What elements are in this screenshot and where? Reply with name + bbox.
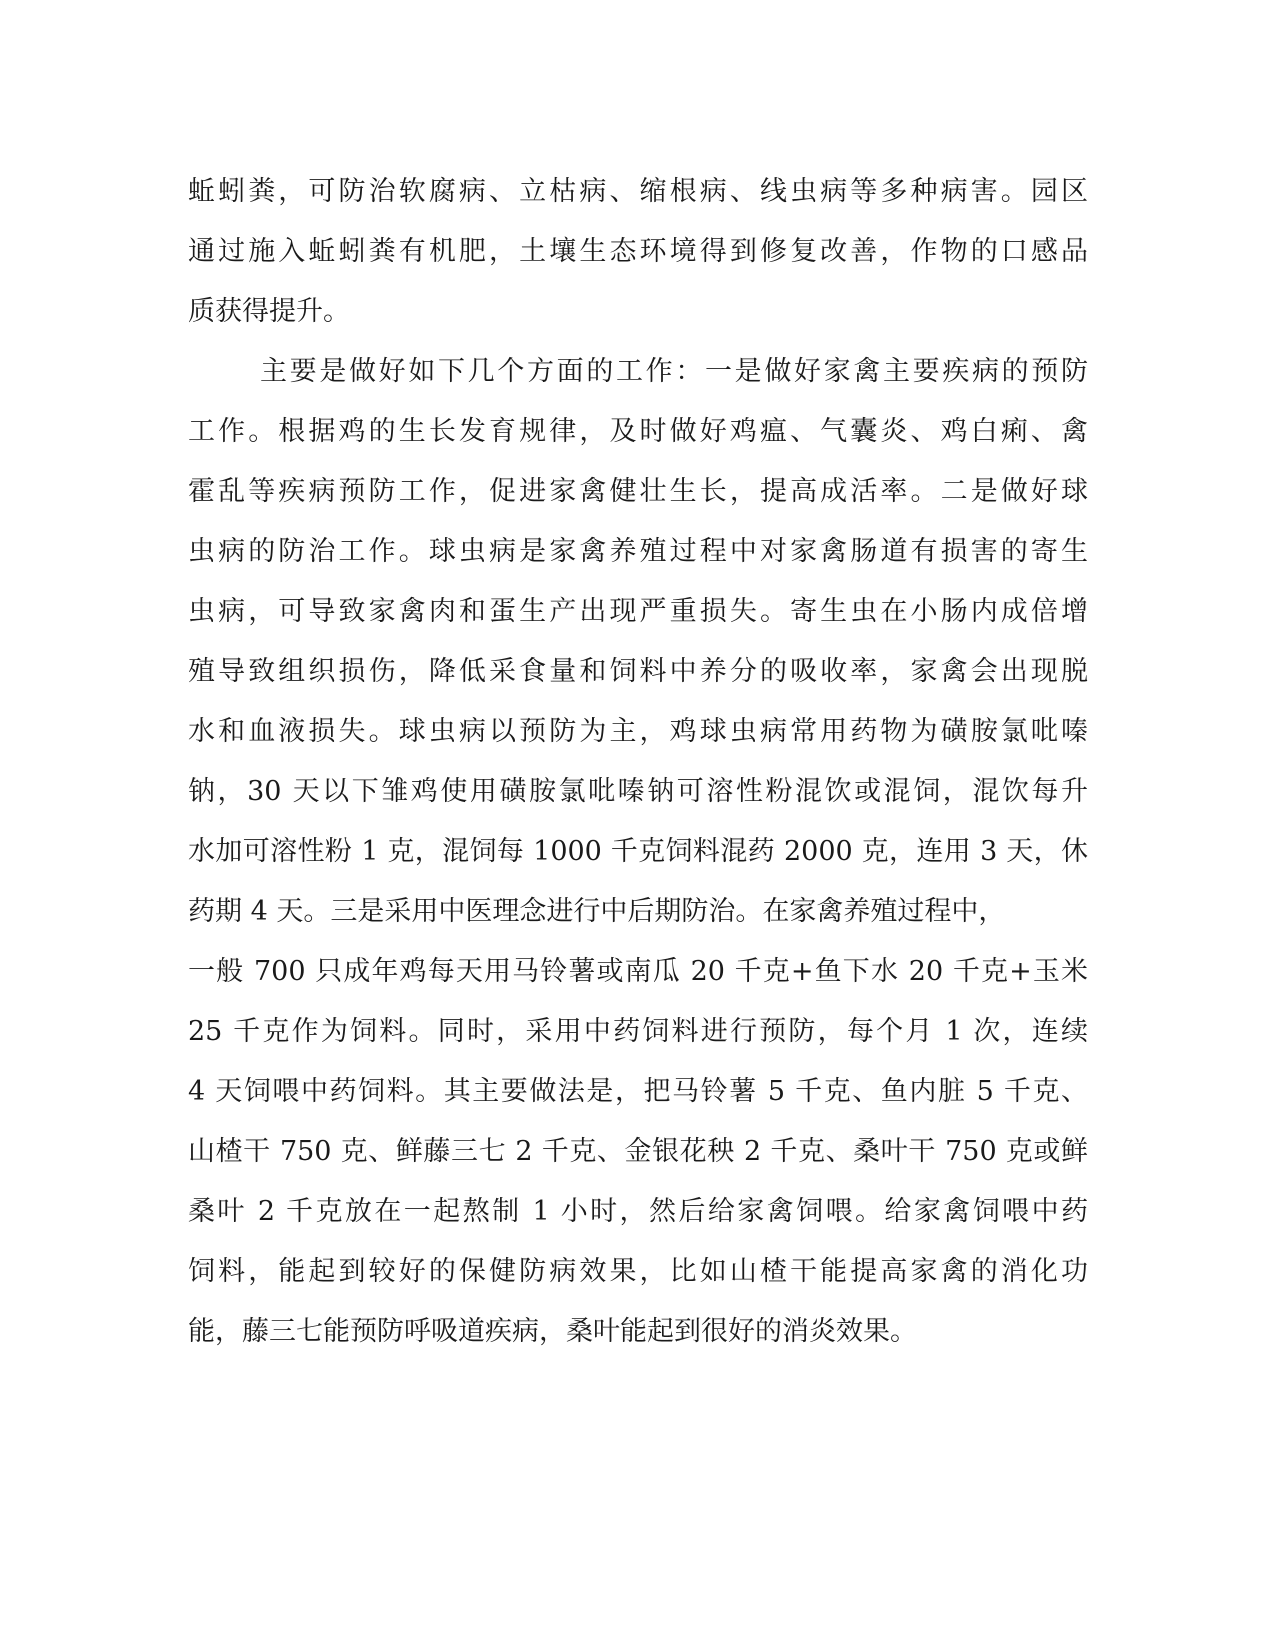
paragraph-2 [188, 342, 1088, 1362]
text-line: 一般 700 只成年鸡每天用马铃薯或南瓜 20 千克+鱼下水 20 千克+玉米 [188, 956, 1088, 987]
text-line: 钠，30 天以下雏鸡使用磺胺氯吡嗪钠可溶性粉混饮或混饲，混饮每升 [188, 776, 1088, 807]
text-line: 水和血液损失。球虫病以预防为主，鸡球虫病常用药物为磺胺氯吡嗪 [188, 716, 1088, 747]
text-line: 虫病的防治工作。球虫病是家禽养殖过程中对家禽肠道有损害的寄生 [188, 536, 1088, 567]
text-line: 殖导致组织损伤，降低采食量和饲料中养分的吸收率，家禽会出现脱 [188, 656, 1088, 687]
text-line: 质获得提升。 [188, 296, 350, 327]
text-line: 通过施入蚯蚓粪有机肥，土壤生态环境得到修复改善，作物的口感品 [188, 236, 1088, 267]
text-line: 霍乱等疾病预防工作，促进家禽健壮生长，提高成活率。二是做好球 [188, 476, 1088, 507]
text-line: 4 天饲喂中药饲料。其主要做法是，把马铃薯 5 千克、鱼内脏 5 千克、 [188, 1076, 1088, 1107]
text-line: 水加可溶性粉 1 克，混饲每 1000 千克饲料混药 2000 克，连用 3 天，休 [188, 836, 1088, 867]
paragraph-1 [188, 162, 1088, 342]
body-text [188, 162, 1088, 1362]
text-line: 主要是做好如下几个方面的工作：一是做好家禽主要疾病的预防 [260, 356, 1088, 387]
text-line: 蚯蚓粪，可防治软腐病、立枯病、缩根病、线虫病等多种病害。园区 [188, 176, 1088, 207]
text-line: 25 千克作为饲料。同时，采用中药饲料进行预防，每个月 1 次，连续 [188, 1016, 1088, 1047]
text-line: 饲料，能起到较好的保健防病效果，比如山楂干能提高家禽的消化功 [188, 1256, 1088, 1287]
text-line: 能，藤三七能预防呼吸道疾病，桑叶能起到很好的消炎效果。 [188, 1316, 917, 1347]
text-line: 山楂干 750 克、鲜藤三七 2 千克、金银花秧 2 千克、桑叶干 750 克或鲜 [188, 1136, 1088, 1167]
text-line: 虫病，可导致家禽肉和蛋生产出现严重损失。寄生虫在小肠内成倍增 [188, 596, 1088, 627]
text-line: 桑叶 2 千克放在一起熬制 1 小时，然后给家禽饲喂。给家禽饲喂中药 [188, 1196, 1088, 1227]
text-line: 工作。根据鸡的生长发育规律，及时做好鸡瘟、气囊炎、鸡白痢、禽 [188, 416, 1088, 447]
text-line: 药期 4 天。三是采用中医理念进行中后期防治。在家禽养殖过程中， [188, 896, 1006, 927]
